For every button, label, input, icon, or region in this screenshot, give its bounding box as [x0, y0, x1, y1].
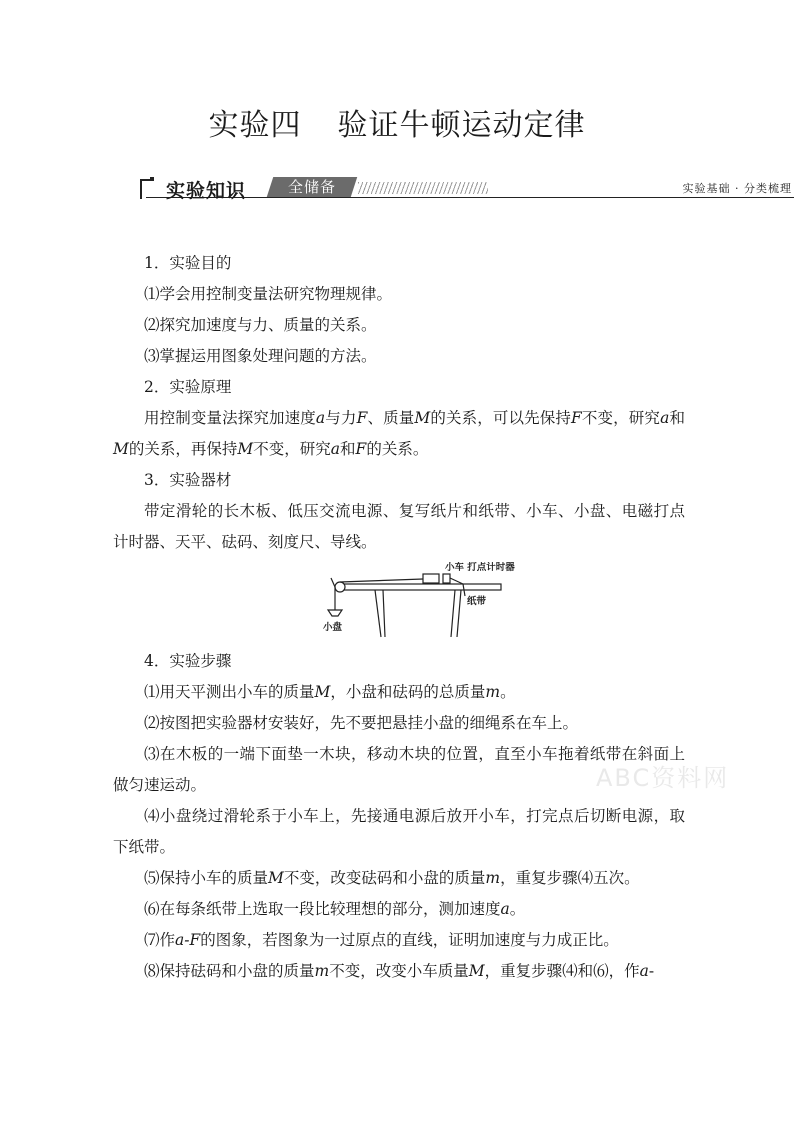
step-item: ⑻保持砝码和小盘的质量m不变，改变小车质量M，重复步骤⑷和⑹，作a-	[144, 962, 655, 980]
pan-shape	[328, 610, 342, 616]
banner-tag: 全储备	[267, 177, 357, 197]
apparatus-figure	[113, 562, 685, 638]
cart-shape	[423, 574, 439, 583]
label-cart-timer: 小车 打点计时器	[445, 562, 515, 573]
pulley-shape	[335, 582, 345, 592]
section-heading: 1．实验目的	[144, 254, 232, 272]
board-shape	[337, 584, 501, 590]
banner-label: 实验知识	[166, 180, 247, 202]
step-item: ⑺作a-F的图象，若图象为一过原点的直线，证明加速度与力成正比。	[144, 931, 619, 949]
section-heading: 3．实验器材	[144, 471, 232, 489]
step-item: ⑶在木板的一端下面垫一木块，移动木块的位置，直至小车拖着纸带在斜面上做匀速运动。	[113, 745, 685, 794]
banner-right-text: 实验基础 · 分类梳理	[677, 180, 793, 196]
step-item: ⑴用天平测出小车的质量M，小盘和砝码的总质量m。	[144, 683, 516, 701]
section-heading: 4．实验步骤	[144, 652, 232, 670]
step-item: ⑸保持小车的质量M不变，改变砝码和小盘的质量m，重复步骤⑷五次。	[144, 869, 640, 887]
page-title: 实验四 验证牛顿运动定律	[208, 108, 586, 143]
section-heading: 2．实验原理	[144, 378, 232, 396]
label-tape: 纸带	[467, 596, 487, 607]
main-content	[113, 248, 685, 987]
apparatus-diagram	[323, 562, 523, 638]
section-banner	[140, 177, 794, 202]
watermark: ABC资料网	[596, 764, 730, 792]
timer-shape	[443, 574, 450, 583]
list-item: ⑴学会用控制变量法研究物理规律。	[144, 285, 393, 303]
equipment-paragraph: 带定滑轮的长木板、低压交流电源、复写纸片和纸带、小车、小盘、电磁打点计时器、天平、砝码、刻度尺、导线。	[113, 502, 685, 551]
step-item: ⑷小盘绕过滑轮系于小车上，先接通电源后放开小车，打完点后切断电源，取下纸带。	[113, 807, 685, 856]
step-item: ⑵按图把实验器材安装好，先不要把悬挂小盘的细绳系在车上。	[144, 714, 579, 732]
label-pan: 小盘	[323, 622, 343, 633]
step-item: ⑹在每条纸带上选取一段比较理想的部分，测加速度a。	[144, 900, 526, 918]
list-item: ⑶掌握运用图象处理问题的方法。	[144, 347, 377, 365]
principle-paragraph: 用控制变量法探究加速度a与力F、质量M的关系，可以先保持F不变，研究a和M的关系，再保持M不变，研究a和F的关系。	[113, 409, 685, 458]
list-item: ⑵探究加速度与力、质量的关系。	[144, 316, 377, 334]
dot-icon	[150, 177, 154, 181]
table-leg	[375, 590, 381, 637]
corner-bracket-icon	[140, 179, 150, 199]
hatch-pattern	[358, 182, 488, 194]
